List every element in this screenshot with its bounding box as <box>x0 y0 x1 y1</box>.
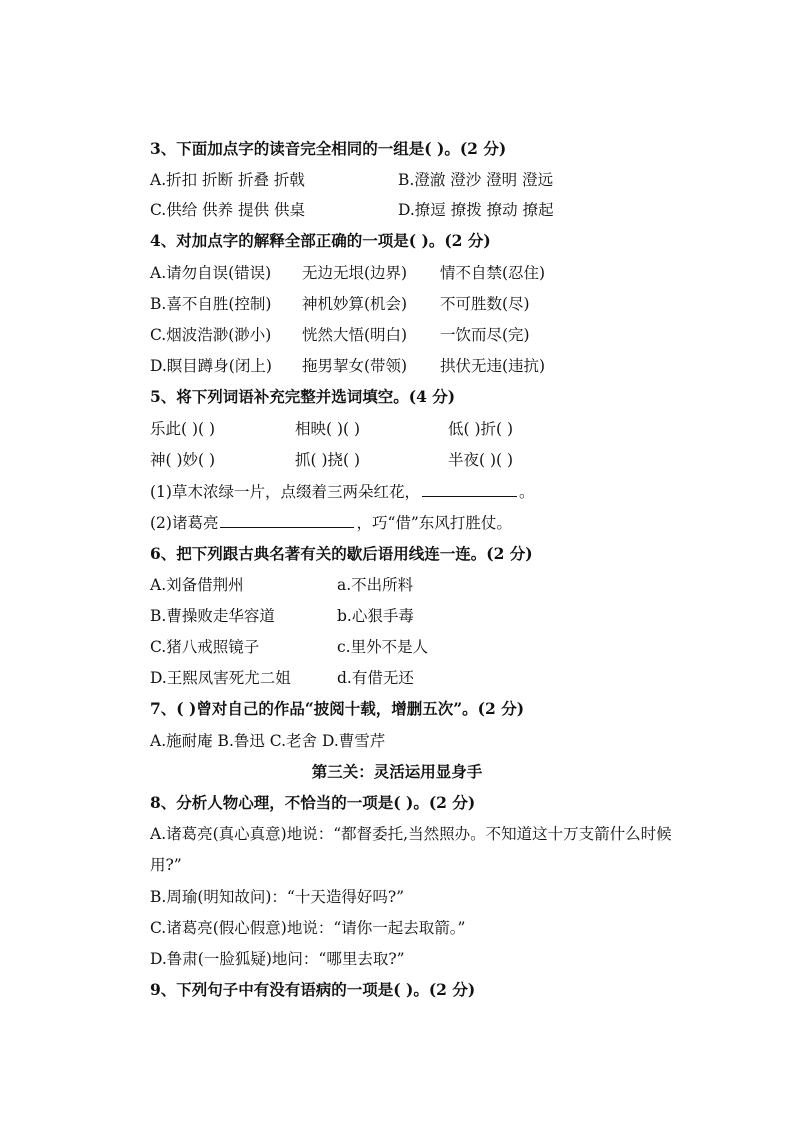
q5-word-4: 神( )妙( ) <box>150 451 216 469</box>
q5-sentence-2 <box>150 508 512 538</box>
question-3-title: 3、下面加点字的读音完全相同的一组是( )。(2 分) <box>150 139 507 158</box>
q4-b-item-2: 神机妙算(机会) <box>302 295 408 313</box>
q5-sentence-1 <box>150 477 534 507</box>
q8-option-c: C.诸葛亮(假心假意)地说：“请你一起去取箭。” <box>150 919 466 937</box>
q4-a-item-3: 情不自禁(忍住) <box>440 264 546 282</box>
q5-word-2: 相映( )( ) <box>295 420 361 438</box>
q5-word-6: 半夜( )( ) <box>448 451 514 469</box>
q5-s1-end: 。 <box>518 483 535 501</box>
q4-b-item-1: B.喜不自胜(控制) <box>150 295 272 313</box>
q4-d-item-1: D.瞑目蹲身(闭上) <box>150 357 272 375</box>
q5-word-3: 低( )折( ) <box>448 420 514 438</box>
q8-option-a-text: A.诸葛亮(真心真意)地说：“都督委托,当然照办。不知道这十万支箭什么时候用?” <box>150 825 672 874</box>
question-9-title: 9、下列句子中有没有语病的一项是( )。(2 分) <box>150 980 476 999</box>
q6-right-a: a.不出所料 <box>337 576 414 594</box>
q4-b-item-3: 不可胜数(尽) <box>440 295 530 313</box>
q4-c-item-3: 一饮而尽(完) <box>440 326 530 344</box>
q4-a-item-2: 无边无垠(边界) <box>302 264 408 282</box>
section-3-heading: 第三关：灵活运用显身手 <box>311 762 483 781</box>
question-4-title: 4、对加点字的解释全部正确的一项是( )。(2 分) <box>150 231 491 250</box>
q6-left-d: D.王熙凤害死尤二姐 <box>150 669 291 687</box>
q6-right-d: d.有借无还 <box>337 669 414 687</box>
q6-right-c: c.里外不是人 <box>337 638 429 656</box>
q8-option-b: B.周瑜(明知故问)：“十天造得好吗?” <box>150 888 405 906</box>
question-7-title: 7、( )曾对自己的作品“披阅十载，增删五次”。(2 分) <box>150 699 525 718</box>
q4-c-item-2: 恍然大悟(明白) <box>302 326 408 344</box>
q3-option-c: C.供给 供养 提供 供桌 <box>150 201 306 219</box>
q4-c-item-1: C.烟波浩渺(渺小) <box>150 326 272 344</box>
question-5-title: 5、将下列词语补充完整并选词填空。(4 分) <box>150 387 456 406</box>
q6-right-b: b.心狠手毒 <box>337 607 414 625</box>
q5-s2-blank[interactable] <box>220 509 354 528</box>
q8-option-d: D.鲁肃(一脸狐疑)地问：“哪里去取?” <box>150 950 405 968</box>
q4-a-item-1: A.请勿自误(错误) <box>150 264 272 282</box>
q6-left-a: A.刘备借荆州 <box>150 576 244 594</box>
q5-s1-blank[interactable] <box>422 478 517 497</box>
q6-left-c: C.猪八戒照镜子 <box>150 638 260 656</box>
q3-option-d: D.撩逗 撩拨 撩动 撩起 <box>398 201 554 219</box>
q5-s2-text: (2)诸葛亮 <box>150 514 219 532</box>
q5-word-1: 乐此( )( ) <box>150 420 216 438</box>
q8-option-a <box>118 819 678 881</box>
q5-s1-text: (1)草木浓绿一片，点缀着三两朵红花， <box>150 483 420 501</box>
q3-option-a: A.折扣 折断 折叠 折戟 <box>150 171 305 189</box>
question-6-title: 6、把下列跟古典名著有关的歇后语用线连一连。(2 分) <box>150 544 533 563</box>
q3-option-b: B.澄澈 澄沙 澄明 澄远 <box>398 171 554 189</box>
q4-d-item-2: 拖男挈女(带领) <box>302 357 408 375</box>
q6-left-b: B.曹操败走华容道 <box>150 607 275 625</box>
q5-s2-end: ，巧“借”东风打胜仗。 <box>356 514 512 532</box>
q7-options: A.施耐庵 B.鲁迅 C.老舍 D.曹雪芹 <box>150 732 386 750</box>
q5-word-5: 抓( )挠( ) <box>295 451 361 469</box>
q4-d-item-3: 拱伏无违(违抗) <box>440 357 546 375</box>
question-8-title: 8、分析人物心理，不恰当的一项是( )。(2 分) <box>150 793 476 812</box>
